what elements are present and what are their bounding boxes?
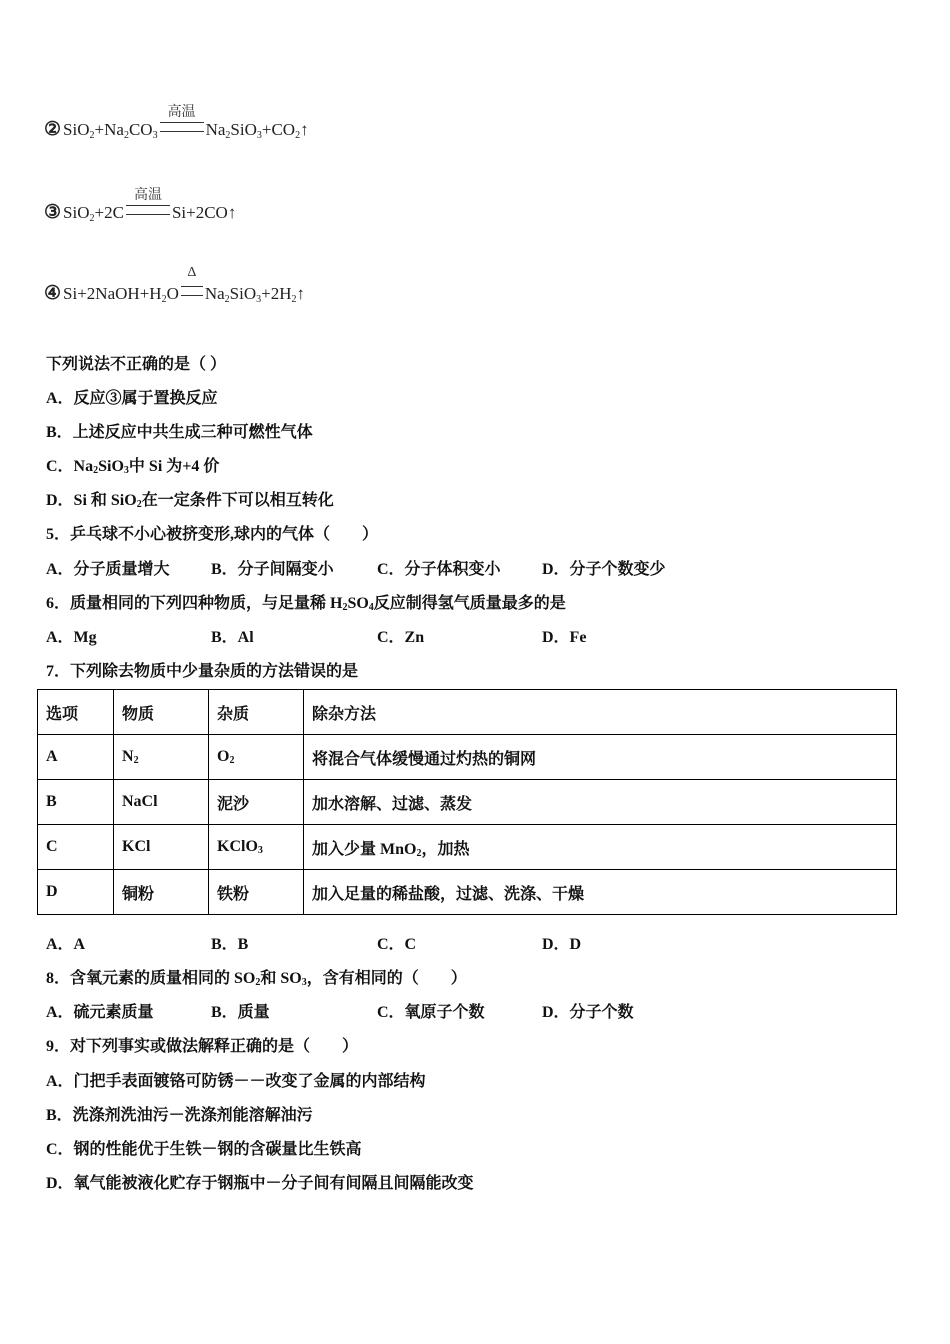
subscript: 2 (123, 130, 129, 141)
cell-text: N (122, 748, 134, 765)
header-cell: 物质 (114, 690, 209, 735)
method-cell: 加入足量的稀盐酸，过滤、洗涤、干燥 (304, 870, 897, 915)
option-text: 在一定条件下可以相互转化 (141, 492, 334, 509)
gas-arrow: ↑ (300, 120, 309, 139)
option-text: SiO (98, 458, 124, 475)
subscript: 2 (295, 130, 301, 141)
header-cell: 除杂方法 (304, 690, 897, 735)
subscript: 2 (229, 755, 235, 766)
table-row (38, 735, 897, 780)
subscript: 3 (256, 130, 262, 141)
equation-2 (44, 105, 309, 141)
option-text: 中 Si 为+4 价 (128, 458, 220, 475)
formula-text: SiO (63, 120, 90, 139)
stem-text: 和 SO (260, 970, 302, 987)
substance-cell (114, 735, 209, 780)
table-header-row (38, 690, 897, 735)
formula-text: SiO (229, 284, 257, 303)
subscript: 3 (301, 977, 307, 988)
method-cell (304, 825, 897, 870)
formula-text: +2C (94, 203, 124, 222)
subscript: 3 (257, 845, 263, 856)
formula-text: Si+2NaOH+H (63, 284, 162, 303)
subscript: 2 (416, 847, 422, 859)
q7-option-a: A．A (46, 936, 86, 953)
option-a: A．反应③属于置换反应 (46, 390, 218, 407)
q8-option-b: B．质量 (211, 1004, 270, 1021)
subscript: 2 (255, 977, 261, 988)
subscript: 3 (256, 294, 262, 305)
condition-label: Δ (187, 265, 197, 280)
equation-4 (44, 265, 306, 305)
formula-text: Na (205, 120, 226, 139)
subscript: 2 (224, 294, 230, 305)
formula-text: +2H (261, 284, 292, 303)
q6-option-a: A．Mg (46, 629, 97, 646)
option-cell: B (38, 780, 114, 825)
cell-text: 加入少量 MnO (312, 840, 417, 858)
q9-option-a: A．门把手表面镀铬可防锈－－改变了金属的内部结构 (46, 1073, 426, 1090)
subscript: 2 (342, 602, 348, 613)
reaction-condition-sign (181, 265, 203, 296)
cell-text: KClO (217, 838, 258, 855)
gas-arrow: ↑ (296, 284, 306, 303)
q5-option-a: A．分子质量增大 (46, 561, 170, 578)
impurity-cell (209, 735, 304, 780)
option-c (46, 453, 219, 476)
q9-option-c: C．钢的性能优于生铁－钢的含碳量比生铁高 (46, 1141, 362, 1158)
subscript: 3 (123, 465, 129, 476)
stem-text: 反应制得氢气质量最多的是 (373, 595, 566, 612)
equation-number: ④ (44, 283, 62, 304)
question-8-stem (46, 965, 467, 988)
question-5-stem: 5．乒乓球不小心被挤变形,球内的气体（ ） (46, 526, 379, 543)
header-cell: 选项 (38, 690, 114, 735)
formula-text: SiO (63, 203, 90, 222)
subscript: 3 (152, 130, 158, 141)
option-b: B．上述反应中共生成三种可燃性气体 (46, 424, 313, 441)
impurity-table (37, 689, 897, 915)
subscript: 2 (89, 130, 95, 141)
q8-option-a: A．硫元素质量 (46, 1004, 154, 1021)
option-d (46, 487, 334, 510)
subscript: 4 (368, 602, 374, 613)
q5-option-c: C．分子体积变小 (377, 561, 501, 578)
q7-option-b: B．B (211, 936, 249, 953)
subscript: 2 (225, 130, 231, 141)
question-7-stem: 7．下列除去物质中少量杂质的方法错误的是 (46, 663, 359, 680)
condition-label: 高温 (167, 105, 196, 120)
q6-option-d: D．Fe (542, 629, 587, 646)
method-cell: 将混合气体缓慢通过灼热的铜网 (304, 735, 897, 780)
option-text: C．Na (46, 458, 94, 475)
equation-number: ② (44, 119, 62, 140)
formula-text: Si+2CO↑ (171, 203, 237, 222)
table-row (38, 825, 897, 870)
option-cell: A (38, 735, 114, 780)
option-cell: D (38, 870, 114, 915)
q8-option-d: D．分子个数 (542, 1004, 634, 1021)
table-row (38, 780, 897, 825)
stem-text: 8．含氧元素的质量相同的 SO (46, 970, 256, 987)
stem-text: ，含有相同的（ ） (306, 970, 467, 987)
q5-option-b: B．分子间隔变小 (211, 561, 334, 578)
q8-option-c: C．氧原子个数 (377, 1004, 485, 1021)
formula-text: +Na (94, 120, 124, 139)
subscript: 2 (133, 755, 139, 766)
question-9-stem: 9．对下列事实或做法解释正确的是（ ） (46, 1038, 359, 1055)
equation-3 (44, 188, 237, 224)
q6-option-c: C．Zn (377, 629, 425, 646)
subscript: 2 (89, 213, 95, 224)
q9-option-b: B．洗涤剂洗油污－洗涤剂能溶解油污 (46, 1107, 313, 1124)
formula-text: O (166, 284, 179, 303)
question-stem: 下列说法不正确的是（ ） (46, 356, 227, 373)
formula-text: CO (128, 120, 153, 139)
reaction-condition-sign (126, 188, 170, 215)
subscript: 2 (291, 294, 297, 305)
formula-text: SiO (230, 120, 257, 139)
q7-option-d: D．D (542, 936, 582, 953)
impurity-cell: 泥沙 (209, 780, 304, 825)
impurity-cell (209, 825, 304, 870)
condition-label: 高温 (133, 188, 162, 203)
q7-option-c: C．C (377, 936, 417, 953)
option-cell: C (38, 825, 114, 870)
substance-cell: NaCl (114, 780, 209, 825)
substance-cell: KCl (114, 825, 209, 870)
table-row (38, 870, 897, 915)
stem-text: 6．质量相同的下列四种物质，与足量稀 H (46, 595, 343, 612)
subscript: 2 (93, 465, 99, 476)
question-6-stem (46, 590, 566, 613)
reaction-condition-sign (160, 105, 204, 132)
impurity-cell: 铁粉 (209, 870, 304, 915)
formula-text: +CO (261, 120, 296, 139)
q5-option-d: D．分子个数变少 (542, 561, 666, 578)
formula-text: Na (204, 284, 225, 303)
equation-number: ③ (44, 202, 62, 223)
option-text: D．Si 和 SiO (46, 492, 137, 509)
cell-text: O (217, 748, 230, 765)
q9-option-d: D．氧气能被液化贮存于钢瓶中－分子间有间隔且间隔能改变 (46, 1175, 474, 1192)
cell-text: ，加热 (421, 840, 470, 858)
q6-option-b: B．Al (211, 629, 254, 646)
subscript: 2 (161, 294, 167, 305)
stem-text: SO (347, 595, 369, 612)
substance-cell: 铜粉 (114, 870, 209, 915)
method-cell: 加水溶解、过滤、蒸发 (304, 780, 897, 825)
subscript: 2 (136, 499, 142, 510)
header-cell: 杂质 (209, 690, 304, 735)
